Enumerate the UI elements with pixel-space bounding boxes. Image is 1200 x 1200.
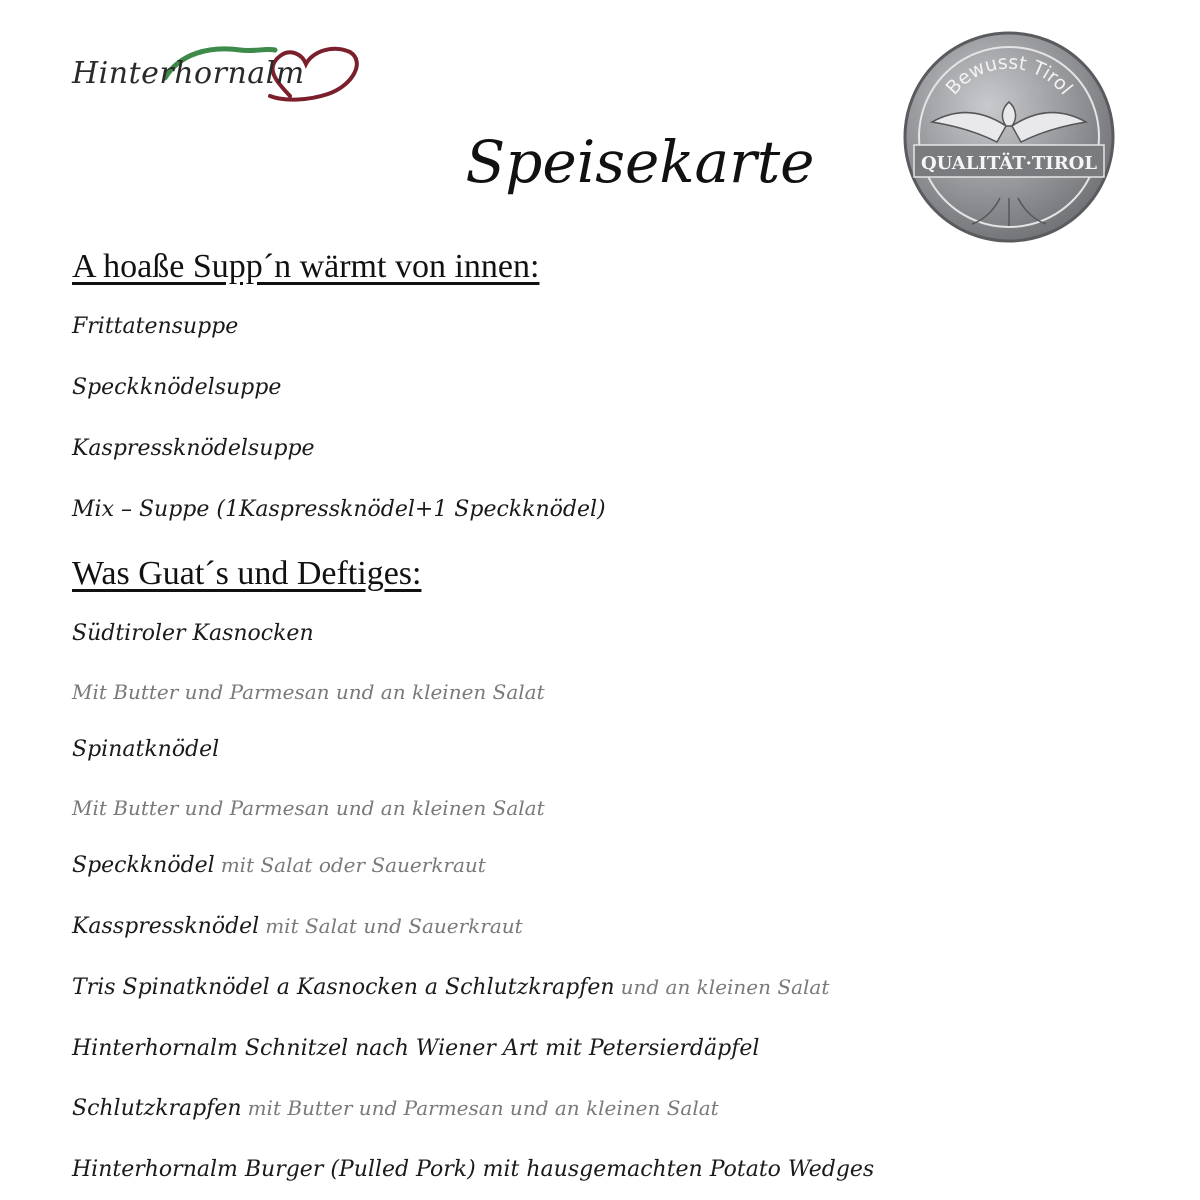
menu-item-desc: mit Salat und Sauerkraut — [265, 914, 523, 938]
page-title: Speisekarte — [465, 128, 815, 196]
menu-item: Hinterhornalm Burger (Pulled Pork) mit hausgemachten Potato Wedges — [72, 1157, 875, 1182]
menu-item: Kaspressknödelsuppe — [72, 436, 315, 461]
menu-item: Spinatknödel — [72, 737, 220, 762]
menu-item: Tris Spinatknödel a Kasnocken a Schlutzkrapfen und an kleinen Salat — [72, 975, 830, 1000]
menu-item: Schlutzkrapfen mit Butter und Parmesan und an kleinen Salat — [72, 1096, 719, 1121]
logo-text: Hinterhornalm — [72, 56, 305, 91]
seal-top-text: Bewusst Tirol — [941, 51, 1077, 100]
logo — [70, 38, 370, 108]
menu-item-desc: mit Butter und Parmesan und an kleinen Salat — [247, 1096, 719, 1120]
menu-item-desc: mit Salat oder Sauerkraut — [220, 853, 486, 877]
section-heading-hearty: Was Guat´s und Deftiges: — [72, 555, 422, 592]
menu-item: Südtiroler Kasnocken — [72, 621, 314, 646]
menu-item: Hinterhornalm Schnitzel nach Wiener Art mit Petersierdäpfel — [72, 1036, 760, 1061]
seal-band-text: QUALITÄT·TIROL — [920, 153, 1098, 174]
menu-item-desc: und an kleinen Salat — [620, 975, 830, 999]
menu-item: Speckknödel mit Salat oder Sauerkraut — [72, 853, 486, 878]
menu-item: Mix – Suppe (1Kaspressknödel+1 Speckknödel) — [72, 497, 606, 522]
menu-item: Speckknödelsuppe — [72, 375, 282, 400]
menu-item-description: Mit Butter und Parmesan und an kleinen Salat — [72, 680, 545, 704]
menu-item-description: Mit Butter und Parmesan und an kleinen Salat — [72, 796, 545, 820]
menu-item: Frittatensuppe — [72, 314, 239, 339]
menu-item: Kasspressknödel mit Salat und Sauerkraut — [72, 914, 523, 939]
section-heading-soups: A hoaße Supp´n wärmt von innen: — [72, 248, 540, 285]
